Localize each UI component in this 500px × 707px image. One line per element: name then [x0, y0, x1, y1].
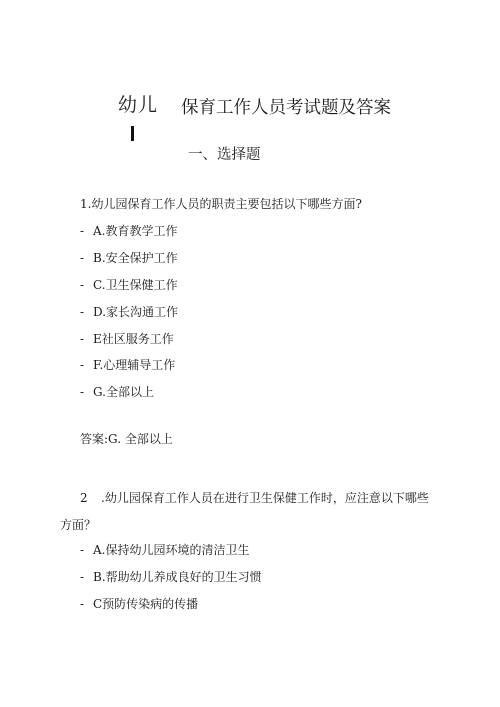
option-marker: - — [80, 332, 85, 346]
question-1-answer: 答案:G. 全部以上 — [80, 432, 173, 446]
question-1-option-d: - D.家长沟通工作 — [80, 305, 179, 319]
question-2-text-continued: 方面？ — [60, 518, 97, 532]
option-marker: - — [80, 224, 85, 238]
question-1-option-f: - F.心理辅导工作 — [80, 358, 176, 372]
option-marker: - — [80, 305, 85, 319]
option-marker: - — [80, 278, 85, 292]
question-2-number: 2 — [80, 491, 88, 505]
question-2-option-c: - C预防传染病的传播 — [80, 597, 199, 611]
option-marker: - — [80, 385, 85, 399]
question-1-option-c: - C.卫生保健工作 — [80, 278, 178, 292]
question-2-text: 2 .幼儿园保育工作人员在进行卫生保健工作时，应注意以下哪些 — [80, 491, 429, 505]
question-1-option-g: - G.全部以上 — [80, 385, 154, 399]
title-bar-mark — [131, 126, 134, 141]
question-1-text: 1.幼儿园保育工作人员的职责主要包括以下哪些方面? — [80, 197, 362, 211]
question-1-option-b: - B.安全保护工作 — [80, 251, 178, 265]
question-1-option-e: - E社区服务工作 — [80, 332, 174, 346]
question-2-option-a: - A.保持幼儿园环境的清洁卫生 — [80, 543, 250, 557]
title-fragment: 幼儿 — [118, 94, 159, 116]
question-2-option-b: - B.帮助幼儿养成良好的卫生习惯 — [80, 570, 262, 584]
option-marker: - — [80, 597, 85, 611]
option-marker: - — [80, 543, 85, 557]
option-marker: - — [80, 358, 85, 372]
document-title: 保育工作人员考试题及答案 — [181, 98, 391, 118]
option-marker: - — [80, 570, 85, 584]
section-heading: 一、选择题 — [188, 147, 261, 163]
question-1-option-a: - A.教育教学工作 — [80, 224, 178, 238]
option-marker: - — [80, 251, 85, 265]
